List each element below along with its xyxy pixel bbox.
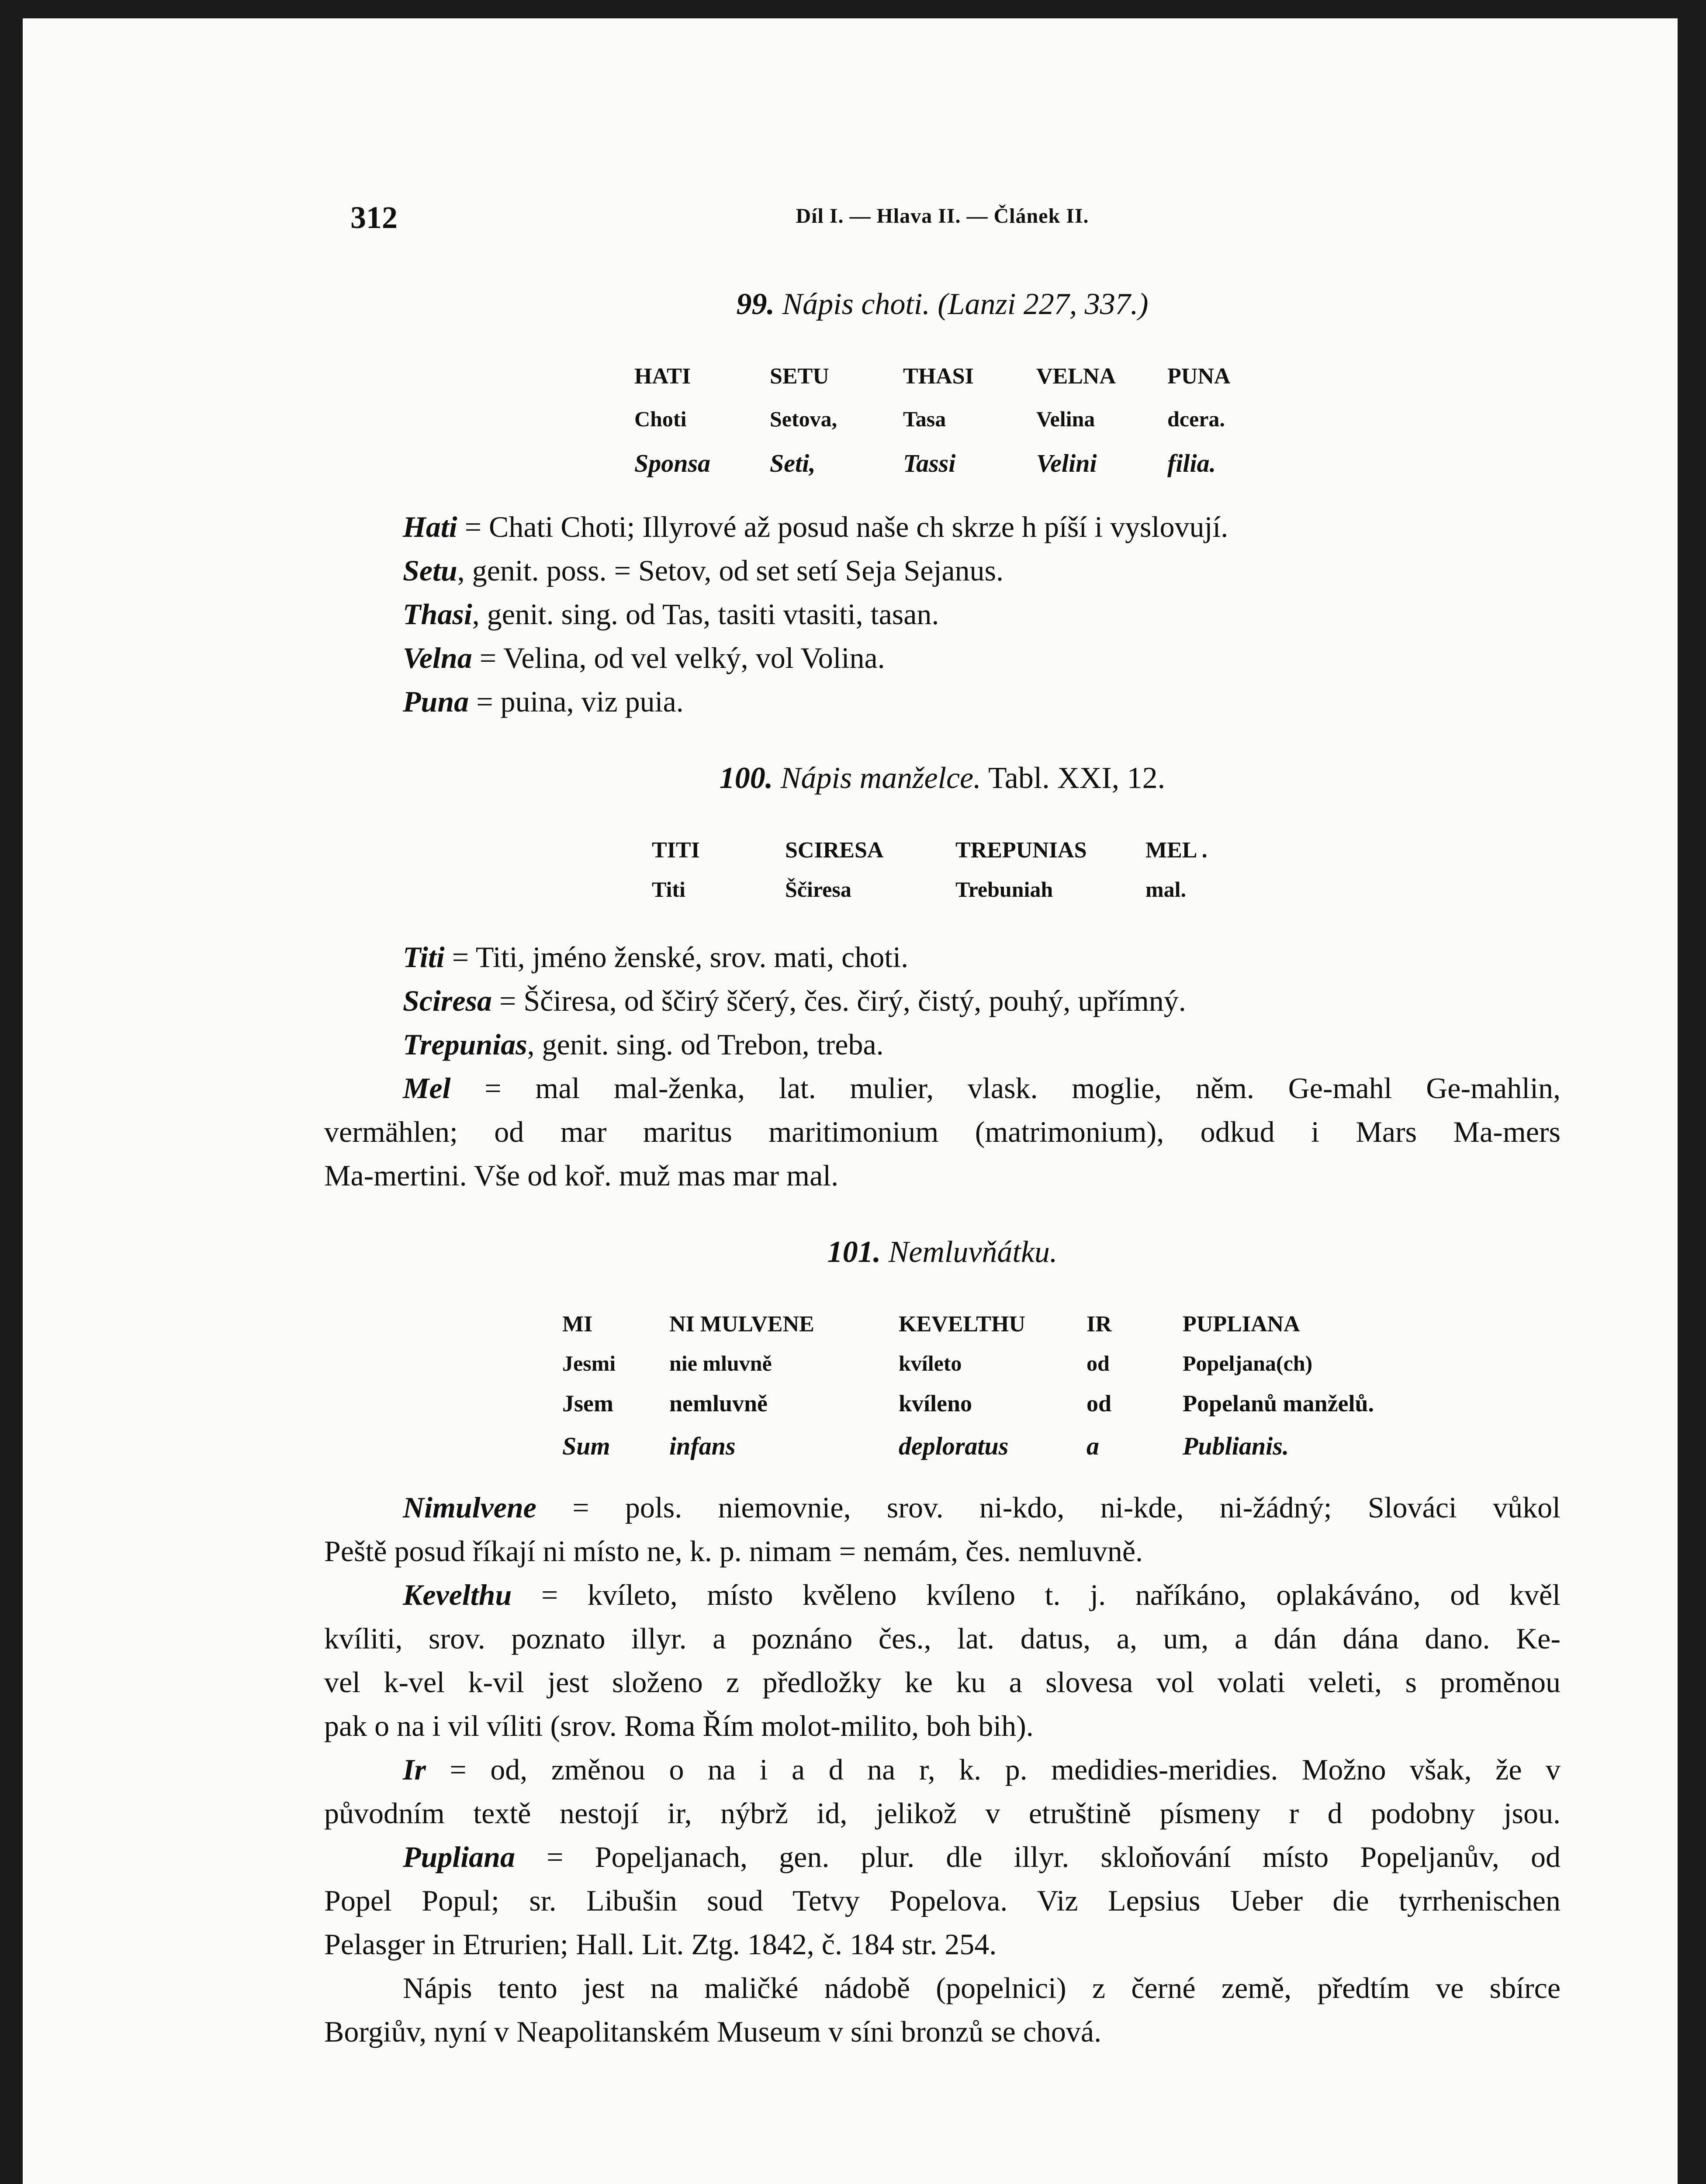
page-content [324, 18, 1561, 2184]
table-cell: Sum [562, 1432, 610, 1460]
section-number: 100. [719, 761, 773, 795]
note-line: Puna = puina, viz puia. [403, 685, 684, 718]
table-cell: nemluvně [669, 1390, 768, 1417]
table-cell: Popelanů manželů. [1183, 1390, 1374, 1417]
note-line: Mel = mal mal-ženka, lat. mulier, vlask. moglie, něm. Ge-mahl Ge-mahlin, [403, 1071, 1561, 1105]
table-cell: KEVELTHU [899, 1312, 1025, 1337]
page-sheet [23, 18, 1678, 2184]
table-cell: Tasa [903, 407, 946, 431]
table-cell: Velini [1036, 449, 1097, 477]
table-cell: Choti [634, 407, 687, 431]
note-line: kvíliti, srov. poznato illyr. a poznáno čes., lat. datus, a, um, a dán dána dano. Ke- [324, 1622, 1561, 1655]
table-cell: IR [1087, 1312, 1112, 1337]
note-line: Sciresa = Ščiresa, od ščirý ščerý, čes. čirý, čistý, pouhý, upřímný. [403, 984, 1186, 1017]
section-heading: Nápis choti. [782, 287, 930, 321]
table-cell: SETU [770, 364, 829, 389]
table-cell: PUPLIANA [1183, 1312, 1300, 1337]
table-cell: nie mluvně [669, 1351, 772, 1375]
note-line: Kevelthu = kvíleto, místo kvěleno kvíleno t. j. naříkáno, oplakáváno, od kvěl [403, 1578, 1561, 1611]
note-line: Nimulvene = pols. niemovnie, srov. ni-kdo, ni-kde, ni-žádný; Slováci vůkol [403, 1491, 1561, 1524]
table-cell: Sponsa [634, 449, 711, 477]
note-line: Trepunias, genit. sing. od Trebon, treba. [403, 1028, 884, 1061]
table-cell: Tassi [903, 449, 956, 477]
note-line: Setu, genit. poss. = Setov, od set setí Seja Sejanus. [403, 554, 1004, 587]
table-cell: od [1087, 1390, 1112, 1417]
table-cell: MEL . [1145, 838, 1208, 863]
table-cell: Trebuniah [955, 877, 1053, 902]
table-cell: dcera. [1167, 407, 1225, 431]
page-number: 312 [350, 200, 398, 235]
note-line: původním textě nestojí ir, nýbrž id, jelikož v etruštině písmeny r d podobny jsou. [324, 1797, 1561, 1830]
note-line: Borgiův, nyní v Neapolitanském Museum v síni bronzů se chová. [324, 2015, 1102, 2048]
note-line: vermählen; od mar maritus maritimonium (matrimonium), odkud i Mars Ma-mers [324, 1115, 1561, 1148]
table-cell: Jsem [562, 1390, 613, 1417]
table-cell: MI [562, 1312, 593, 1337]
table-cell: TITI [652, 838, 700, 863]
table-cell: kvíleno [899, 1390, 972, 1417]
note-line: Nápis tento jest na maličké nádobě (popelnici) z černé země, předtím ve sbírce [403, 1971, 1561, 2004]
section-heading: Nápis manželce. [780, 761, 981, 795]
section-reference: Tabl. XXI, 12. [988, 761, 1166, 795]
table-cell: deploratus [899, 1432, 1009, 1460]
section-100-title [324, 761, 1561, 796]
section-number: 101. [827, 1235, 881, 1269]
note-line: Velna = Velina, od vel velký, vol Volina. [403, 641, 885, 674]
note-line: Thasi, genit. sing. od Tas, tasiti vtasiti, tasan. [403, 598, 939, 631]
running-head: Díl I. — Hlava II. — Článek II. [796, 204, 1089, 228]
table-cell: mal. [1145, 877, 1187, 902]
section-number: 99. [736, 287, 775, 321]
table-cell: Ščiresa [785, 877, 851, 902]
note-line: Ma-mertini. Vše od koř. muž mas mar mal. [324, 1159, 839, 1192]
table-cell: Publianis. [1183, 1432, 1289, 1460]
note-line: Pelasger in Etrurien; Hall. Lit. Ztg. 1842, č. 184 str. 254. [324, 1928, 997, 1961]
note-line: Hati = Chati Choti; Illyrové až posud naše ch skrze h píší i vyslovují. [403, 510, 1228, 543]
section-101-title [324, 1235, 1561, 1270]
table-cell: Jesmi [562, 1351, 616, 1375]
table-cell: TREPUNIAS [955, 838, 1087, 863]
table-cell: HATI [634, 364, 691, 389]
note-line: Popel Popul; sr. Libušin soud Tetvy Popelova. Viz Lepsius Ueber die tyrrhenischen [324, 1884, 1561, 1917]
table-cell: infans [669, 1432, 736, 1460]
table-cell: od [1087, 1351, 1110, 1375]
note-line: Peště posud říkají ni místo ne, k. p. nimam = nemám, čes. nemluvně. [324, 1534, 1143, 1568]
table-cell: NI MULVENE [669, 1312, 814, 1337]
table-cell: PUNA [1167, 364, 1231, 389]
table-cell: kvíleto [899, 1351, 962, 1375]
table-cell: Velina [1036, 407, 1095, 431]
section-heading: Nemluvňátku. [888, 1235, 1058, 1269]
note-line: Titi = Titi, jméno ženské, srov. mati, choti. [403, 940, 909, 974]
note-line: Ir = od, změnou o na i a d na r, k. p. medidies-meridies. Možno však, že v [403, 1753, 1561, 1786]
section-reference: (Lanzi 227, 337.) [938, 287, 1149, 321]
table-cell: Setova, [770, 407, 837, 431]
table-cell: Seti, [770, 449, 816, 477]
table-cell: VELNA [1036, 364, 1116, 389]
table-cell: THASI [903, 364, 974, 389]
note-line: pak o na i vil víliti (srov. Roma Řím molot-milito, boh bih). [324, 1709, 1034, 1742]
table-cell: Popeljana(ch) [1183, 1351, 1313, 1375]
table-cell: a [1087, 1432, 1099, 1460]
table-cell: filia. [1167, 449, 1216, 477]
note-line: vel k-vel k-vil jest složeno z předložky ke ku a slovesa vol volati veleti, s proměnou [324, 1666, 1561, 1699]
table-cell: SCIRESA [785, 838, 884, 863]
note-line: Pupliana = Popeljanach, gen. plur. dle illyr. skloňování místo Popeljanův, od [403, 1840, 1561, 1873]
table-cell: Titi [652, 877, 685, 902]
section-99-title [324, 287, 1561, 322]
